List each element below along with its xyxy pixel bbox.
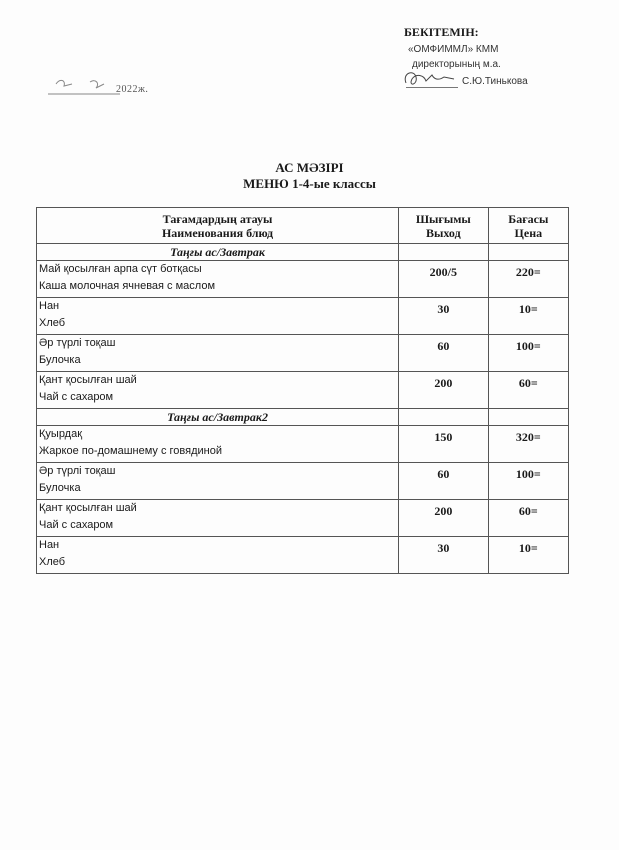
dish-name-ru: Булочка [39,482,81,494]
approval-role: директорының м.а. [412,59,501,70]
section-blank [399,409,489,426]
table-row [37,261,569,298]
dish-name-kz: Әр түрлі тоқаш [39,465,116,477]
dish-name-cell [37,335,399,372]
dish-output: 60 [399,463,489,500]
dish-output: 150 [399,426,489,463]
dish-output: 200/5 [399,261,489,298]
dish-name-ru: Булочка [39,354,81,366]
dish-name-cell [37,372,399,409]
dish-name-kz: Қуырдақ [39,428,83,440]
dish-price: 60= [488,372,568,409]
date-text: 2022ж. [116,84,149,95]
dish-name-cell [37,426,399,463]
signature-line [406,87,458,88]
dish-name-kz: Май қосылған арпа сүт ботқасы [39,263,202,275]
date-line [46,72,166,100]
dish-price: 100= [488,335,568,372]
dish-name-kz: Әр түрлі тоқаш [39,337,116,349]
header-name-kz: Тағамдардың атауы [162,212,273,226]
dish-name-cell [37,261,399,298]
dish-output: 200 [399,500,489,537]
section-row [37,244,569,261]
header-price [488,208,568,244]
menu-table [36,207,569,574]
dish-name-kz: Қант қосылған шай [39,502,137,514]
approval-block [404,24,604,91]
dish-price: 10= [488,298,568,335]
table-row [37,537,569,574]
table-row [37,372,569,409]
dish-price: 220= [488,261,568,298]
dish-output: 200 [399,372,489,409]
table-row [37,298,569,335]
dish-name-ru: Чай с сахаром [39,391,114,403]
dish-price: 100= [488,463,568,500]
header-price-kz: Бағасы [508,212,549,226]
section-blank [488,244,568,261]
dish-name-kz: Қант қосылған шай [39,374,137,386]
section-blank [399,244,489,261]
header-output-ru: Выход [426,226,461,240]
dish-output: 30 [399,298,489,335]
dish-output: 60 [399,335,489,372]
section-title: Таңғы ас/Завтрак2 [37,409,399,426]
header-output-kz: Шығымы [415,212,471,226]
dish-price: 60= [488,500,568,537]
table-row [37,426,569,463]
dish-name-cell [37,537,399,574]
signature-row [404,73,604,91]
approval-heading: БЕКІТЕМІН: [404,25,479,39]
dish-output: 30 [399,537,489,574]
header-output [399,208,489,244]
section-blank [488,409,568,426]
menu-title-kz: АС МӘЗІРІ [275,160,344,175]
section-title: Таңғы ас/Завтрак [37,244,399,261]
table-row [37,463,569,500]
dish-name-ru: Хлеб [39,556,66,568]
dish-name-ru: Каша молочная ячневая с маслом [39,280,216,292]
dish-name-kz: Нан [39,300,60,312]
table-row [37,500,569,537]
signer-name: С.Ю.Тинькова [462,76,528,87]
section-row [37,409,569,426]
dish-name-kz: Нан [39,539,60,551]
dish-price: 320= [488,426,568,463]
dish-name-ru: Чай с сахаром [39,519,114,531]
header-name-ru: Наименования блюд [161,226,274,240]
dish-name-cell [37,500,399,537]
dish-name-ru: Жаркое по-домашнему с говядиной [39,445,222,457]
table-header-row [37,208,569,244]
header-name [37,208,399,244]
menu-title-ru: МЕНЮ 1-4-ые классы [243,176,376,191]
dish-price: 10= [488,537,568,574]
dish-name-cell [37,298,399,335]
dish-name-cell [37,463,399,500]
handwritten-date-scribble [46,72,126,100]
approval-organization: «ОМФИММЛ» КММ [408,44,499,55]
table-row [37,335,569,372]
dish-name-ru: Хлеб [39,317,66,329]
header-price-ru: Цена [514,226,543,240]
